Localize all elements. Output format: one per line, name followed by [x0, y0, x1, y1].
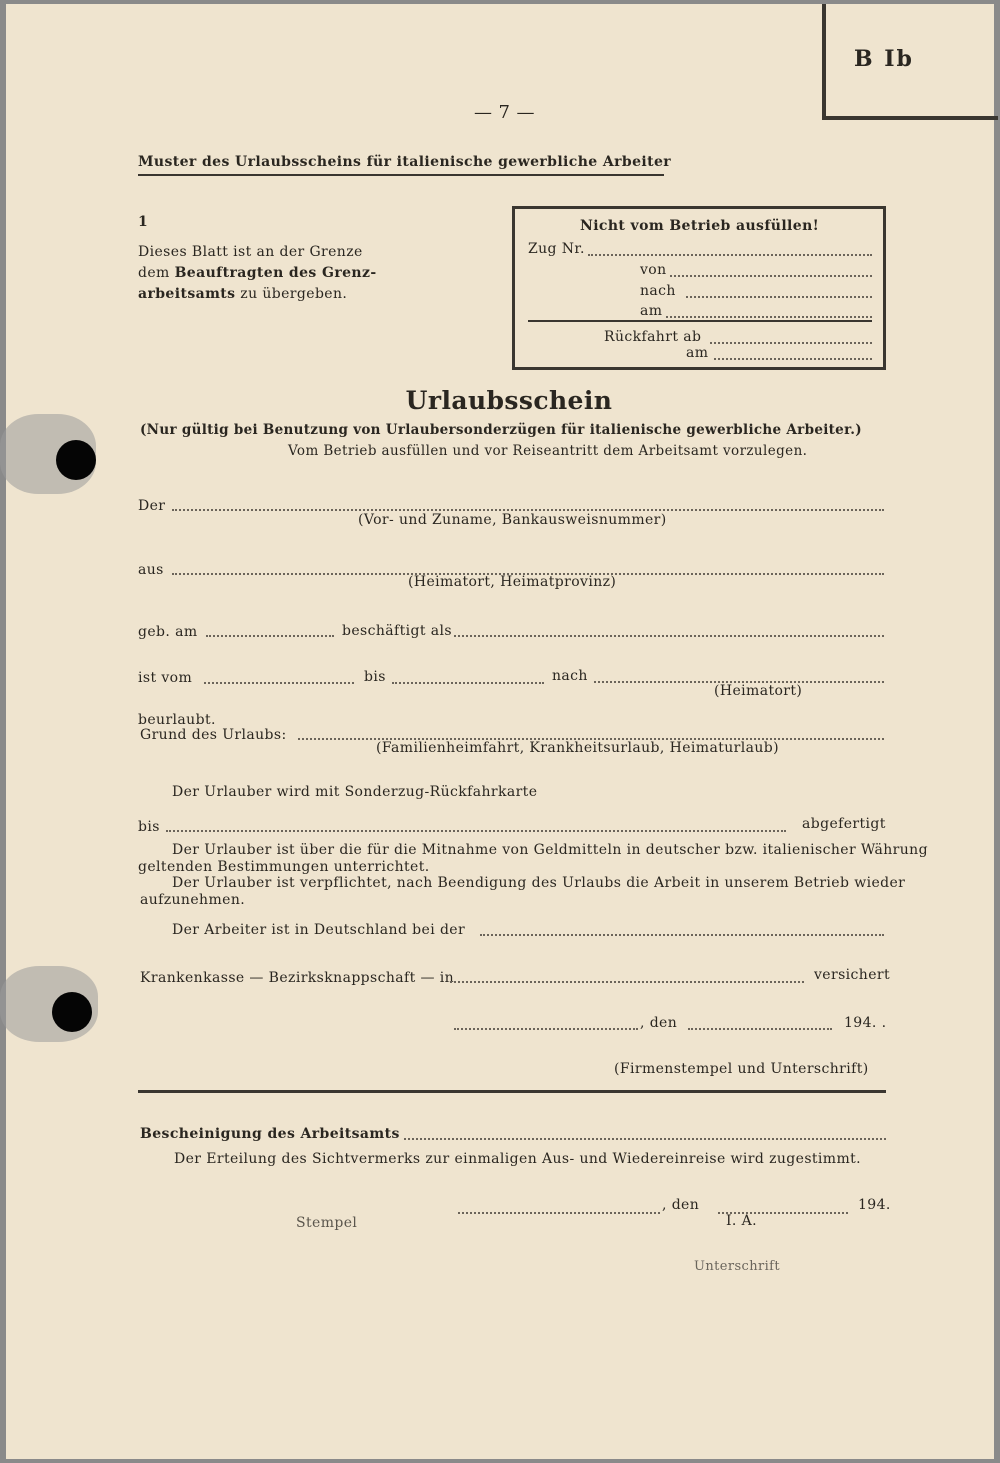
versichert-label: versichert [814, 967, 891, 983]
bis-field[interactable] [392, 682, 544, 684]
note-line-2-bold: Beauftragten des Grenz- [174, 265, 377, 281]
box-von-label: von [640, 262, 667, 278]
header-underline [138, 174, 664, 176]
box-nach-field[interactable] [686, 296, 872, 298]
note-line-3-suffix: zu übergeben. [235, 286, 348, 302]
nach-label: nach [552, 668, 588, 684]
subtitle: (Nur gültig bei Benutzung von Urlaubersonderzügen für italienische gewerbliche Arbeiter.) [140, 422, 862, 438]
ist-vom-label: ist vom [138, 670, 193, 686]
pflicht-line-1: Der Urlauber ist verpflichtet, nach Beendigung des Urlaubs die Arbeit in unserem Betrieb wieder [172, 875, 906, 891]
box-zug-nr-label: Zug Nr. [528, 241, 585, 257]
ort-field[interactable] [454, 1028, 638, 1030]
geb-am-label: geb. am [138, 624, 198, 640]
beurlaubt-label: beurlaubt. [138, 712, 216, 728]
note-line-2 [138, 265, 377, 281]
krankenkasse-field[interactable] [450, 981, 804, 983]
main-title: Urlaubsschein [405, 386, 613, 415]
certification-field[interactable] [404, 1138, 886, 1140]
der-field[interactable] [172, 509, 884, 511]
der-caption: (Vor- und Zuname, Bankausweisnummer) [358, 512, 667, 528]
rueckfahrkarte-text: Der Urlauber wird mit Sonderzug-Rückfahrkarte [172, 784, 538, 800]
note-number: 1 [138, 214, 149, 230]
box-rueckfahrt-label: Rückfahrt ab [604, 329, 702, 345]
den-label: , den [640, 1015, 678, 1031]
firmenstempel-caption: (Firmenstempel und Unterschrift) [614, 1061, 869, 1077]
aus-caption: (Heimatort, Heimatprovinz) [408, 574, 617, 590]
punch-hole-top [56, 440, 96, 480]
certification-den-label: , den [662, 1197, 700, 1213]
punch-hole-bottom [52, 992, 92, 1032]
note-line-1: Dieses Blatt ist an der Grenze [138, 244, 363, 260]
stempel-label: Stempel [296, 1215, 358, 1231]
bis2-label: bis [138, 819, 160, 835]
unterschrift-label: Unterschrift [694, 1259, 780, 1274]
box-rueckfahrt-field[interactable] [710, 342, 872, 344]
certification-ort-field[interactable] [458, 1212, 660, 1214]
box-nach-label: nach [640, 283, 676, 299]
beschaeftigt-als-label: beschäftigt als [342, 623, 452, 639]
ia-label: I. A. [726, 1213, 757, 1229]
certification-text: Der Erteilung des Sichtvermerks zur einmaligen Aus- und Wiedereinreise wird zugestimmt. [174, 1151, 862, 1167]
instruction: Vom Betrieb ausfüllen und vor Reiseantritt dem Arbeitsamt vorzulegen. [288, 443, 808, 459]
der-label: Der [138, 498, 166, 514]
pflicht-line-2: aufzunehmen. [140, 892, 246, 908]
abgefertigt-label: abgefertigt [802, 816, 886, 832]
box-divider [528, 320, 872, 322]
corner-code: B Ib [854, 46, 914, 72]
section-divider [138, 1090, 886, 1093]
jahr-label: 194. . [844, 1015, 887, 1031]
aus-label: aus [138, 562, 164, 578]
geld-line-1: Der Urlauber ist über die für die Mitnahme von Geldmitteln in deutscher bzw. italienischer Währung [172, 842, 928, 858]
page-number: — 7 — [474, 102, 535, 123]
box-am-label: am [640, 303, 663, 319]
arbeiter-label: Der Arbeiter ist in Deutschland bei der [172, 922, 466, 938]
krankenkasse-label: Krankenkasse — Bezirksknappschaft — in [140, 970, 455, 986]
geb-am-field[interactable] [206, 635, 334, 637]
grund-label: Grund des Urlaubs: [140, 727, 287, 743]
bis-label: bis [364, 669, 386, 685]
document-page [6, 4, 994, 1459]
ist-vom-field[interactable] [204, 682, 354, 684]
arbeiter-field[interactable] [480, 934, 884, 936]
box-am-field[interactable] [666, 316, 872, 318]
box-am2-field[interactable] [714, 358, 872, 360]
box-zug-nr-field[interactable] [588, 254, 872, 256]
bis2-field[interactable] [166, 830, 786, 832]
box-von-field[interactable] [670, 275, 872, 277]
box-title: Nicht vom Betrieb ausfüllen! [580, 218, 820, 234]
beschaeftigt-als-field[interactable] [454, 635, 884, 637]
nach-caption: (Heimatort) [714, 683, 803, 699]
note-line-3 [138, 286, 347, 302]
certification-title: Bescheinigung des Arbeitsamts [140, 1126, 400, 1142]
note-line-3-bold: arbeitsamts [138, 286, 236, 302]
geld-line-2: geltenden Bestimmungen unterrichtet. [138, 859, 430, 875]
datum-field[interactable] [688, 1028, 832, 1030]
grund-caption: (Familienheimfahrt, Krankheitsurlaub, Heimaturlaub) [376, 740, 779, 756]
header-title: Muster des Urlaubsscheins für italienische gewerbliche Arbeiter [138, 154, 672, 170]
note-line-2-prefix: dem [138, 265, 175, 281]
certification-jahr: 194. [858, 1197, 891, 1213]
box-am2-label: am [686, 345, 709, 361]
